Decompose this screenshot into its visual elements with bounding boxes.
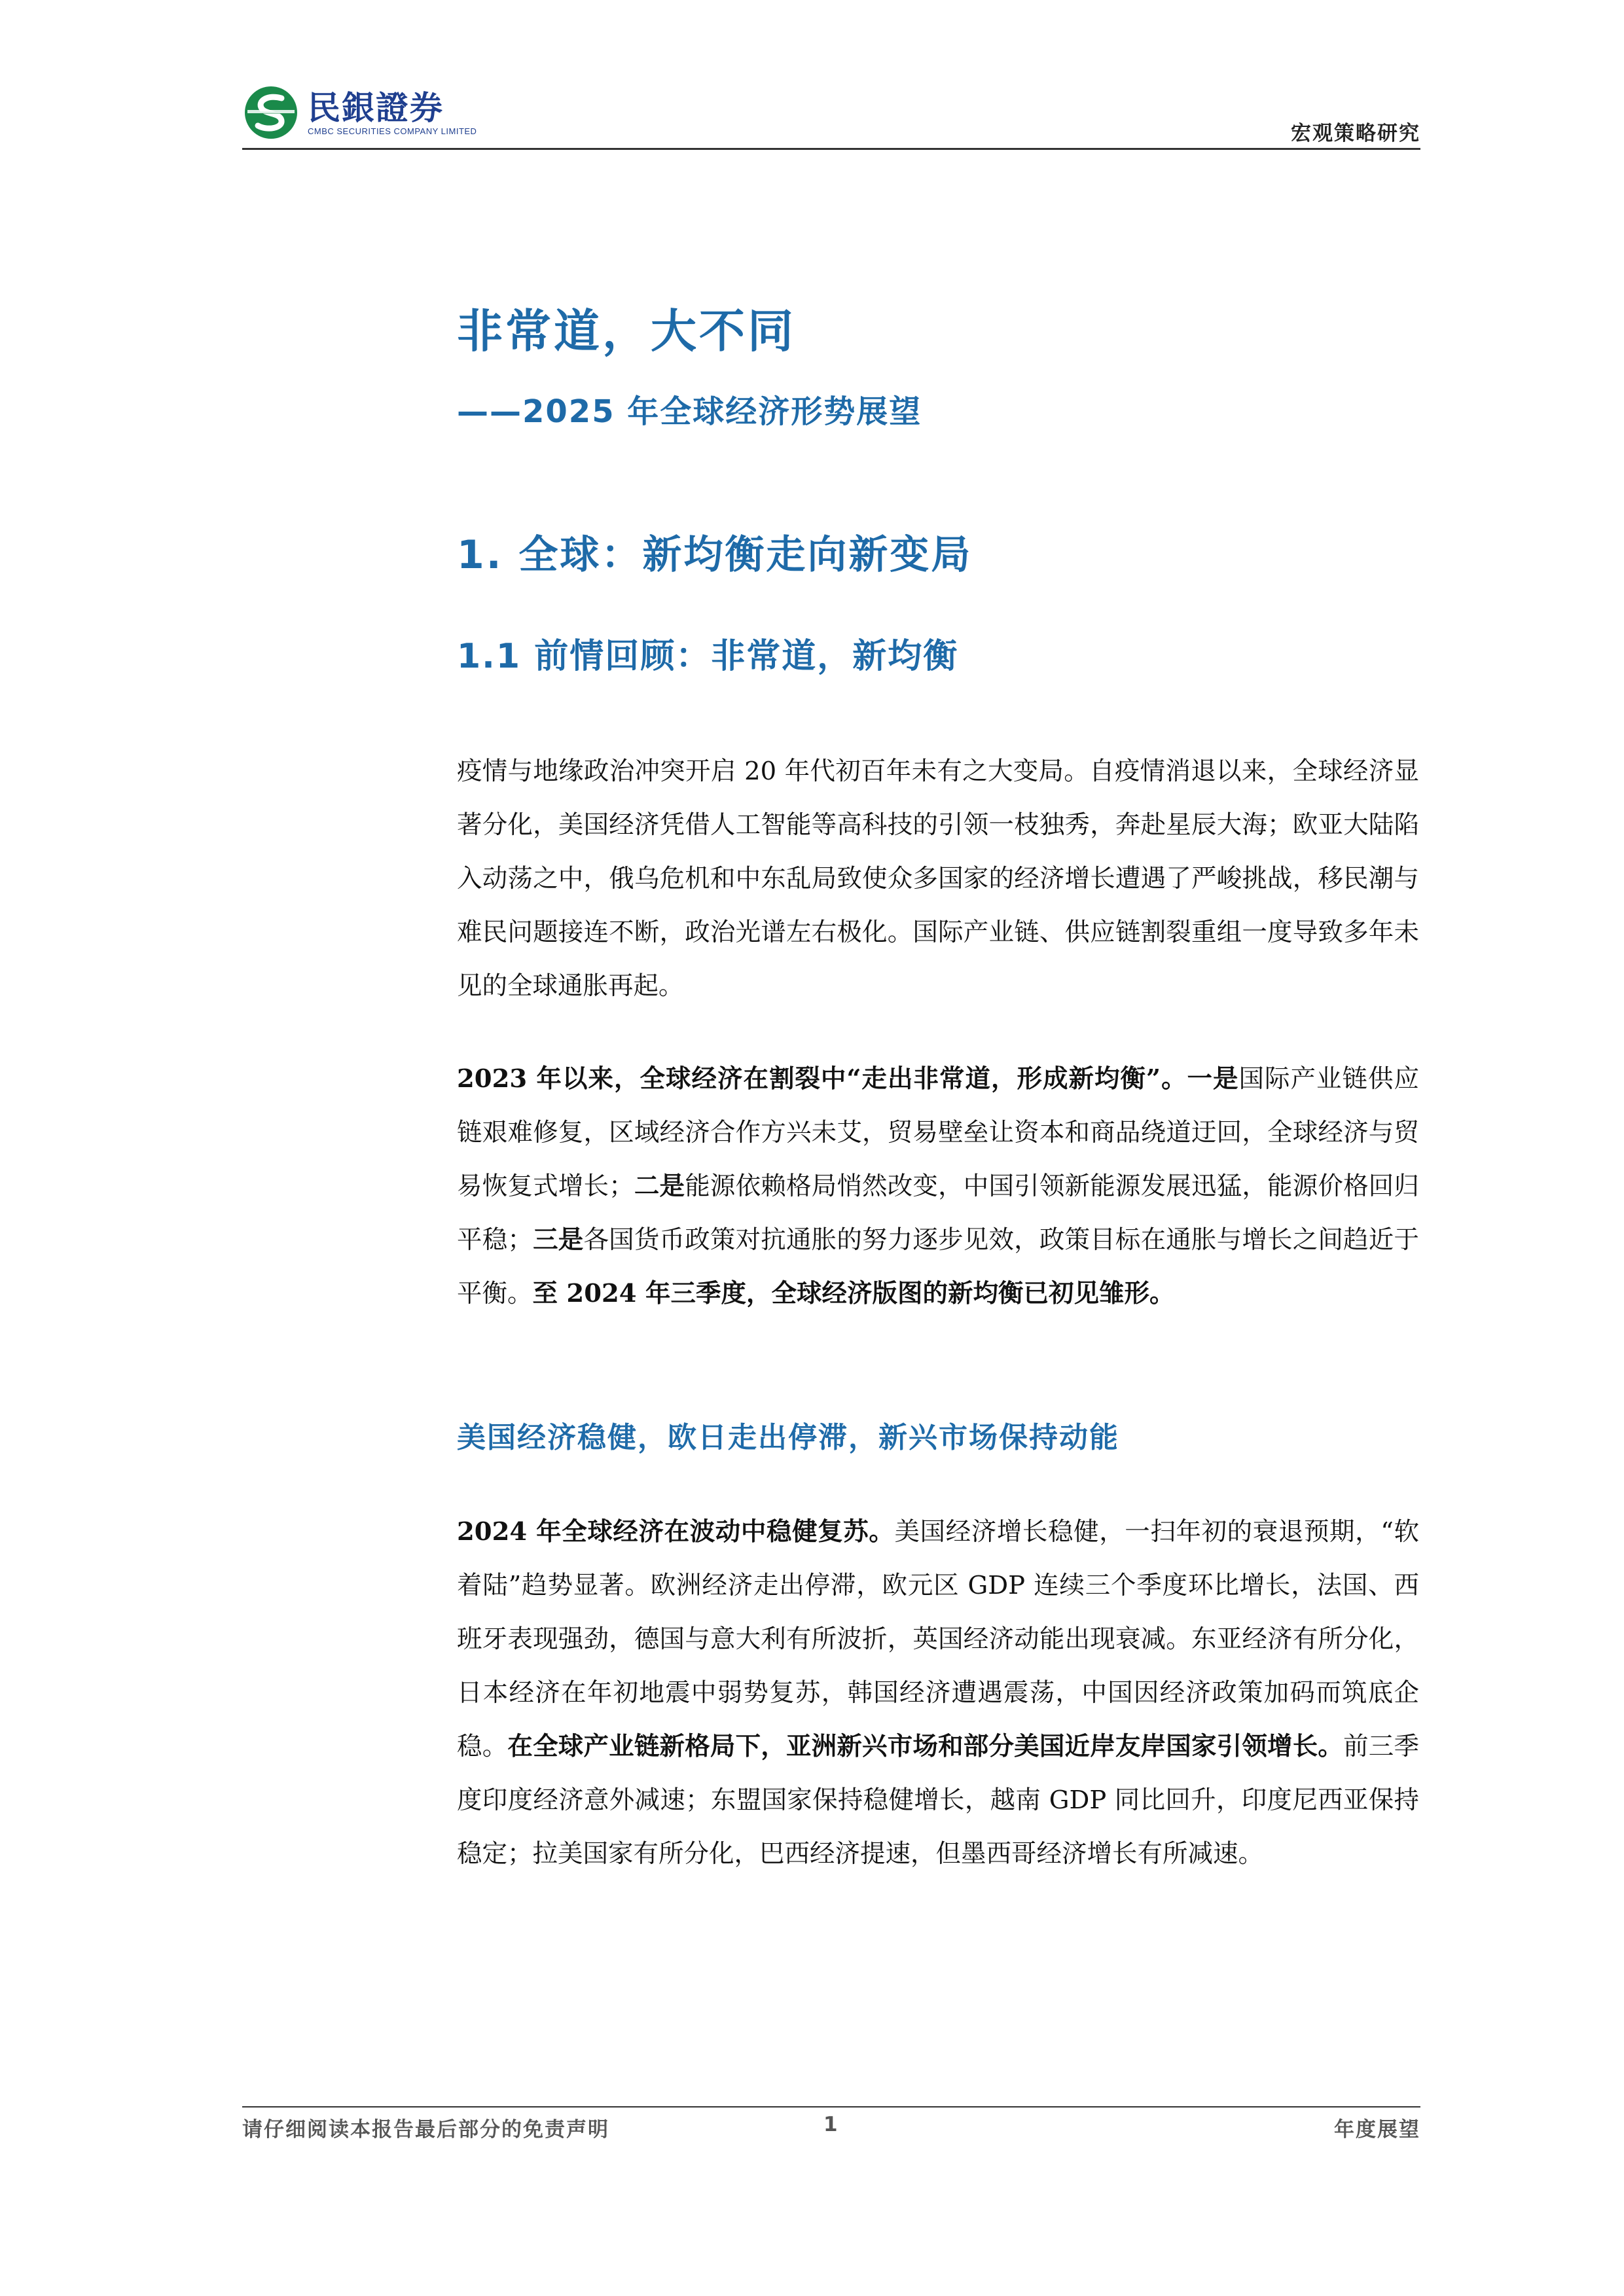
logo-s-icon	[242, 84, 300, 141]
p2-text-2: 能源依赖格局悄然改变，中国引领新能源发展迅猛，能源价格回归平稳；	[457, 1172, 1419, 1255]
p3-bold-lead: 2024 年全球经济在波动中稳健复苏。	[457, 1517, 895, 1547]
p3-text-2: 前三季度印度经济意外减速；东盟国家保持稳健增长，越南 GDP 同比回升，印度尼西亚保持稳定；拉美国家有所分化，巴西经济提速，但墨西哥经济增长有所减速。	[457, 1732, 1419, 1869]
report-subtitle: ——2025 年全球经济形势展望	[457, 393, 922, 430]
p2-bold-3: 三是	[532, 1225, 584, 1255]
p2-bold-conclusion: 至 2024 年三季度，全球经济版图的新均衡已初见雏形。	[532, 1279, 1175, 1308]
p3-bold-2: 在全球产业链新格局下，亚洲新兴市场和部分美国近岸友岸国家引领增长。	[507, 1732, 1344, 1761]
section-heading-1-1: 1.1 前情回顾：非常道，新均衡	[457, 637, 959, 676]
paragraph-new-equilibrium	[457, 1052, 1419, 1321]
logo-name: 民銀證券	[308, 88, 444, 127]
p2-bold-lead: 2023 年以来，全球经济在割裂中“走出非常道，形成新均衡”。一是	[457, 1064, 1239, 1094]
page-number: 1	[823, 2113, 839, 2136]
page-header	[242, 77, 1420, 149]
section-heading-1: 1. 全球：新均衡走向新变局	[457, 532, 973, 578]
p2-bold-2: 二是	[634, 1172, 685, 1201]
header-divider	[242, 148, 1420, 150]
company-logo	[242, 84, 477, 141]
footer-disclaimer: 请仔细阅读本报告最后部分的免责声明	[242, 2118, 609, 2142]
p2-text-1: 国际产业链供应链艰难修复，区域经济合作方兴未艾，贸易壁垒让资本和商品绕道迂回，全球经济与贸易恢复式增长；	[457, 1064, 1419, 1201]
p2-text-3: 各国货币政策对抗通胀的努力逐步见效，政策目标在通胀与增长之间趋近于平衡。	[457, 1225, 1419, 1308]
logo-subtitle: CMBC SECURITIES COMPANY LIMITED	[308, 126, 477, 136]
report-title: 非常道，大不同	[457, 304, 796, 358]
p3-text-1: 美国经济增长稳健，一扫年初的衰退预期，“软着陆”趋势显著。欧洲经济走出停滞，欧元区 GDP 连续三个季度环比增长，法国、西班牙表现强劲，德国与意大利有所波折，英国经济动能出现衰减。东亚经济有所分化，日本经济在年初地震中弱势复苏，韩国经济遭遇震荡，中国因经济政策加码而筑底企稳。	[457, 1517, 1419, 1761]
footer-report-type: 年度展望	[1334, 2118, 1420, 2142]
footer-divider	[242, 2106, 1420, 2108]
subsection-heading: 美国经济稳健，欧日走出停滞，新兴市场保持动能	[457, 1421, 1119, 1454]
paragraph-2024-recovery	[457, 1505, 1419, 1881]
paragraph-background: 疫情与地缘政治冲突开启 20 年代初百年未有之大变局。自疫情消退以来，全球经济显著分化，美国经济凭借人工智能等高科技的引领一枝独秀，奔赴星辰大海；欧亚大陆陷入动荡之中，俄乌危机和中东乱局致使众多国家的经济增长遭遇了严峻挑战，移民潮与难民问题接连不断，政治光谱左右极化。国际产业链、供应链割裂重组一度导致多年未见的全球通胀再起。	[457, 757, 1419, 1001]
section-label: 宏观策略研究	[1291, 122, 1420, 145]
